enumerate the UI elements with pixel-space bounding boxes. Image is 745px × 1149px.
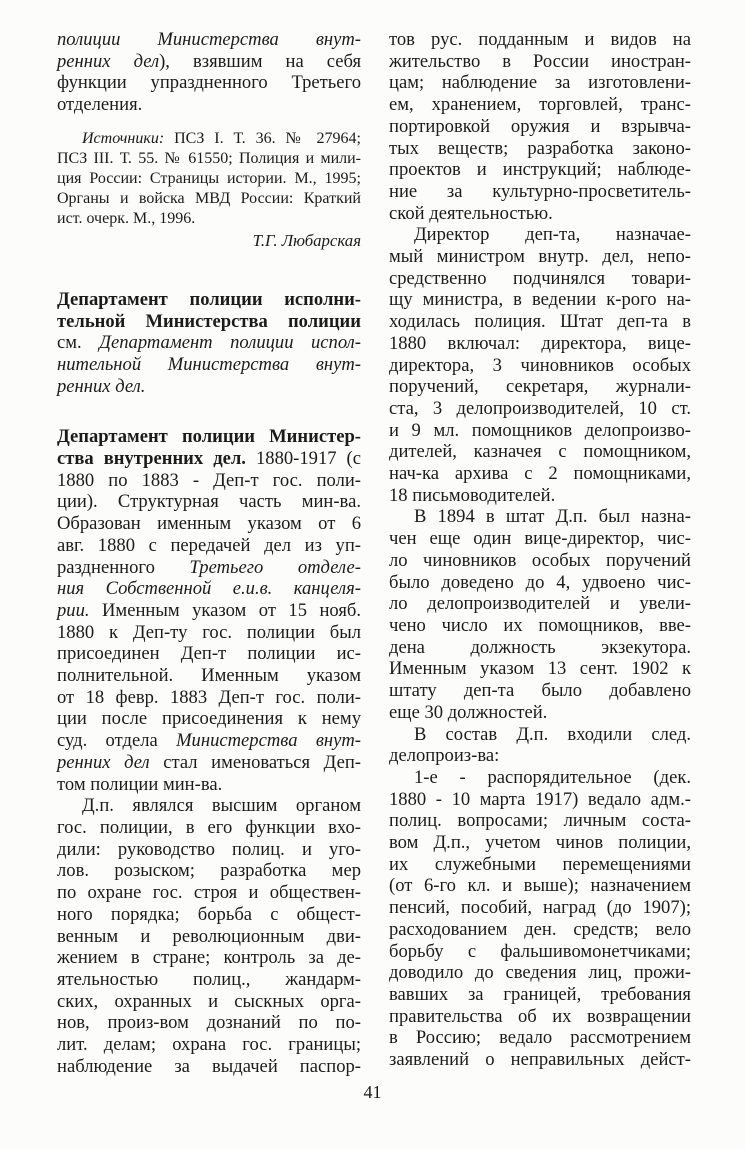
- text-run: В 1894 в штат Д.п. был назна-: [414, 506, 691, 528]
- text-line: [57, 491, 361, 513]
- text-run: 18 письмоводителей.: [389, 484, 556, 506]
- text-line: [57, 513, 361, 535]
- text-run: доводило до сведения лиц, прожи-: [389, 962, 691, 984]
- text-run: заявлений о неправильных дейст-: [389, 1049, 691, 1071]
- text-line: [389, 593, 691, 615]
- text-run: поручений, секретаря, журнали-: [389, 376, 691, 398]
- text-run: Образован именным указом от 6: [57, 513, 361, 535]
- text-run: ста, 3 делопроизводителей, 10 ст.: [389, 397, 691, 419]
- left-column: [57, 0, 361, 1077]
- text-run: Именным указом от 15 нояб.: [89, 599, 361, 621]
- text-run: ло делопроизводителей и увели-: [389, 593, 691, 615]
- text-run: штату деп-та было добавлено: [389, 680, 691, 702]
- text-run: ских, охранных и сыскных орга-: [57, 990, 361, 1012]
- text-line: [57, 947, 361, 969]
- text-line: [389, 116, 691, 138]
- text-run: ПСЗ III. Т. 55. № 61550; Полиция и мили-: [57, 149, 361, 167]
- text-run: жением в стране; контроль за де-: [57, 947, 361, 969]
- text-run: раздненного: [57, 556, 190, 578]
- text-run: лов. розыском; разработка мер: [57, 860, 361, 882]
- text-run: ), взявшим на себя: [159, 50, 361, 72]
- text-run: 1880-1917 (с: [245, 448, 362, 470]
- text-line: [57, 354, 361, 376]
- text-line: [389, 854, 691, 876]
- text-run: 1880 по 1883 - Деп-т гос. поли-: [57, 469, 361, 491]
- text-run: 1880 - 10 марта 1917) ведало адм.-: [389, 788, 691, 810]
- text-run: тельной Министерства полиции: [57, 310, 361, 332]
- text-run: ции). Структурная часть мин-ва.: [57, 491, 361, 513]
- body-paragraph-composition: [389, 724, 691, 767]
- text-line: [57, 1034, 361, 1056]
- text-run: нов, произ-вом дознаний по по-: [57, 1012, 361, 1034]
- text-line: [57, 470, 361, 492]
- text-line: [57, 72, 361, 94]
- text-line: [389, 506, 691, 528]
- text-run: в Россию; ведало рассмотрением: [389, 1027, 691, 1049]
- text-line: [389, 398, 691, 420]
- text-run: Третьего отделе-: [189, 556, 361, 578]
- text-line: [57, 231, 361, 251]
- text-line: [389, 897, 691, 919]
- text-line: [57, 1012, 361, 1034]
- text-line: [389, 289, 691, 311]
- text-line: [57, 29, 361, 51]
- text-run: дителей, казначея с помощником,: [389, 441, 691, 463]
- text-line: [389, 138, 691, 160]
- text-run: ской деятельностью.: [389, 202, 553, 224]
- text-run: мый министром внутр. дел, непо-: [389, 246, 691, 268]
- text-line: [389, 268, 691, 290]
- text-line: [389, 637, 691, 659]
- text-line: [389, 159, 691, 181]
- text-line: [389, 919, 691, 941]
- text-run: ного порядка; борьба с общест-: [57, 903, 361, 925]
- text-run: было доведено до 4, удвоено чис-: [389, 571, 691, 593]
- text-line: [389, 333, 691, 355]
- text-line: [57, 289, 361, 311]
- text-run: тов рус. подданным и видов на: [389, 29, 691, 50]
- text-run: гос. полиции, в его функции вхо-: [57, 816, 361, 838]
- text-run: ренних дел: [57, 50, 160, 72]
- text-line: [57, 687, 361, 709]
- text-run: чен еще один вице-директор, чис-: [389, 528, 691, 550]
- text-line: [57, 665, 361, 687]
- text-run: 1-е - распорядительное (дек.: [414, 766, 691, 788]
- text-run: ния Собственной е.и.в. канцеля-: [57, 578, 361, 600]
- text-run: дена должность экзекутора.: [389, 636, 691, 658]
- main-entry-paragraph: [57, 426, 361, 795]
- page-number: 41: [363, 1082, 382, 1102]
- text-line: [57, 622, 361, 644]
- text-line: [57, 969, 361, 991]
- text-run: ренних дел.: [57, 375, 146, 397]
- text-line: [57, 904, 361, 926]
- sources-paragraph: [57, 129, 361, 229]
- text-run: нительной Министерства внут-: [57, 353, 361, 375]
- text-run: вом Д.п., учетом чинов полиции,: [389, 832, 691, 854]
- text-run: ренних дел: [57, 751, 150, 773]
- text-line: [57, 535, 361, 557]
- text-run: Т.Г. Любарская: [252, 230, 361, 250]
- text-run: ло чиновников особых поручений: [389, 549, 691, 571]
- text-line: [389, 485, 691, 507]
- text-run: ции после присоединения к нему: [57, 708, 361, 730]
- text-line: [389, 550, 691, 572]
- text-run: ция России: Страницы истории. М., 1995;: [57, 169, 361, 187]
- body-paragraph-functions: [57, 795, 361, 1077]
- text-line: [57, 311, 361, 333]
- text-run: стал именоваться Деп-: [149, 751, 361, 773]
- text-run: Департамент полиции исполни-: [57, 288, 361, 310]
- text-run: по охране гос. строя и обществен-: [57, 882, 361, 904]
- text-line: [389, 420, 691, 442]
- text-run: и 9 мл. помощников делопроизво-: [389, 419, 691, 441]
- text-line: [389, 615, 691, 637]
- text-run: от 18 февр. 1883 Деп-т гос. поли-: [57, 686, 361, 708]
- text-line: [57, 448, 361, 470]
- text-line: [389, 181, 691, 203]
- text-run: полиции Министерства внут-: [57, 29, 361, 50]
- text-line: [57, 332, 361, 354]
- text-line: [389, 376, 691, 398]
- text-run: дили: руководство полиц. и уго-: [57, 838, 361, 860]
- text-run: (от 6-го кл. и выше); назначением: [389, 875, 691, 897]
- text-run: жительство в России иностран-: [389, 50, 691, 72]
- text-run: Органы и войска МВД России: Краткий: [57, 189, 361, 207]
- text-line: [389, 941, 691, 963]
- text-line: [57, 752, 361, 774]
- text-run: функции упраздненного Третьего: [57, 72, 361, 94]
- text-run: Министерства внут-: [176, 730, 362, 752]
- text-line: [57, 129, 361, 149]
- text-run: полиц. вопросами; личным соста-: [389, 810, 691, 832]
- text-line: [389, 745, 691, 767]
- text-run: цам; наблюдение за изготовлени-: [389, 72, 691, 94]
- text-run: суд. отдела: [57, 730, 177, 752]
- text-line: [389, 572, 691, 594]
- text-line: [57, 643, 361, 665]
- text-run: Департамент полиции Министер-: [57, 426, 361, 448]
- text-run: чено число их помощников, вве-: [389, 614, 691, 636]
- text-line: [389, 246, 691, 268]
- text-line: [389, 789, 691, 811]
- text-run: Директор деп-та, назначае-: [414, 224, 691, 246]
- text-line: [389, 724, 691, 746]
- text-line: [57, 1056, 361, 1078]
- text-line: [57, 600, 361, 622]
- text-line: [389, 1006, 691, 1028]
- text-run: см.: [57, 332, 100, 354]
- text-run: ПСЗ I. Т. 36. № 27964;: [164, 129, 361, 147]
- text-line: [389, 224, 691, 246]
- text-line: [57, 209, 361, 229]
- text-line: [57, 578, 361, 600]
- text-run: Именным указом 13 сент. 1902 к: [389, 658, 691, 680]
- text-run: проектов и инструкций; наблюде-: [389, 159, 691, 181]
- text-line: [57, 817, 361, 839]
- text-run: Департамент полиции испол-: [99, 332, 361, 354]
- body-paragraph-first-office: [389, 767, 691, 1071]
- text-run: ходилась полиция. Штат деп-та в: [389, 311, 691, 333]
- text-line: [389, 875, 691, 897]
- text-line: [389, 680, 691, 702]
- text-run: венным и революционным дви-: [57, 925, 361, 947]
- text-line: [389, 311, 691, 333]
- text-run: ятельностью полиц., жандарм-: [57, 968, 361, 990]
- text-line: [57, 426, 361, 448]
- text-run: ем, хранением, торговлей, транс-: [389, 94, 691, 116]
- text-line: [57, 730, 361, 752]
- text-line: [389, 355, 691, 377]
- right-column: [389, 0, 691, 1071]
- text-run: лит. делам; охрана гос. границы;: [57, 1034, 361, 1056]
- text-line: [389, 1027, 691, 1049]
- text-run: ист. очерк. М., 1996.: [57, 209, 196, 227]
- text-run: 1880 к Деп-ту гос. полиции был: [57, 621, 361, 643]
- text-line: [389, 962, 691, 984]
- text-line: [57, 189, 361, 209]
- text-run: борьбу с фальшивомонетчиками;: [389, 940, 691, 962]
- text-run: ства внутренних дел.: [57, 448, 246, 470]
- body-paragraph-functions-continued: [389, 29, 691, 224]
- text-line: [389, 51, 691, 73]
- text-run: тых веществ; разработка законо-: [389, 137, 691, 159]
- text-run: наблюдение за выдачей паспор-: [57, 1055, 361, 1077]
- text-run: ние за культурно-просветитель-: [389, 180, 691, 202]
- body-paragraph-1894-staff: [389, 506, 691, 723]
- text-line: [389, 94, 691, 116]
- text-line: [389, 29, 691, 51]
- text-line: [57, 882, 361, 904]
- text-run: пенсий, пособий, наград (до 1907);: [389, 897, 691, 919]
- text-run: 1880 включал: директора, вице-: [389, 332, 691, 354]
- text-line: [57, 774, 361, 796]
- text-line: [389, 72, 691, 94]
- text-run: их служебными перемещениями: [389, 853, 691, 875]
- text-line: [57, 839, 361, 861]
- text-line: [57, 169, 361, 189]
- text-run: делопроиз-ва:: [389, 745, 500, 767]
- text-run: портировкой оружия и взрывча-: [389, 115, 691, 137]
- text-line: [389, 984, 691, 1006]
- text-line: [57, 51, 361, 73]
- text-run: Источники:: [82, 129, 165, 147]
- text-line: [389, 767, 691, 789]
- text-line: [57, 376, 361, 398]
- text-line: [389, 1049, 691, 1071]
- text-run: Д.п. являлся высшим органом: [82, 795, 361, 817]
- text-run: присоединен Деп-т полиции ис-: [57, 643, 361, 665]
- text-line: [389, 832, 691, 854]
- text-run: средственно подчинялся товари-: [389, 267, 691, 289]
- text-line: [57, 708, 361, 730]
- text-run: расходованием ден. средств; вело: [389, 918, 691, 940]
- text-run: вавших за границей, требования: [389, 983, 691, 1005]
- text-line: [57, 860, 361, 882]
- text-line: [389, 463, 691, 485]
- author-signature: [57, 231, 361, 251]
- text-line: [389, 441, 691, 463]
- text-run: правительства об их возвращении: [389, 1005, 691, 1027]
- entry-continuation-paragraph: [57, 29, 361, 116]
- text-line: [57, 926, 361, 948]
- cross-reference-entry: [57, 289, 361, 398]
- text-run: щу министра, в ведении к-рого на-: [389, 289, 691, 311]
- text-line: [389, 810, 691, 832]
- text-line: [389, 528, 691, 550]
- text-line: [57, 795, 361, 817]
- text-run: отделения.: [57, 94, 143, 116]
- body-paragraph-director: [389, 224, 691, 506]
- text-line: [389, 203, 691, 225]
- text-run: директора, 3 чиновников особых: [389, 354, 691, 376]
- text-line: [389, 658, 691, 680]
- text-run: том полиции мин-ва.: [57, 773, 223, 795]
- text-line: [57, 149, 361, 169]
- text-run: авг. 1880 с передачей дел из уп-: [57, 534, 361, 556]
- text-run: еще 30 должностей.: [389, 701, 548, 723]
- text-run: В состав Д.п. входили след.: [414, 723, 691, 745]
- text-line: [389, 702, 691, 724]
- text-line: [57, 94, 361, 116]
- text-line: [57, 991, 361, 1013]
- text-run: рии.: [57, 599, 90, 621]
- text-line: [57, 557, 361, 579]
- text-run: нач-ка архива с 2 помощниками,: [389, 463, 691, 485]
- text-run: полнительной. Именным указом: [57, 665, 361, 687]
